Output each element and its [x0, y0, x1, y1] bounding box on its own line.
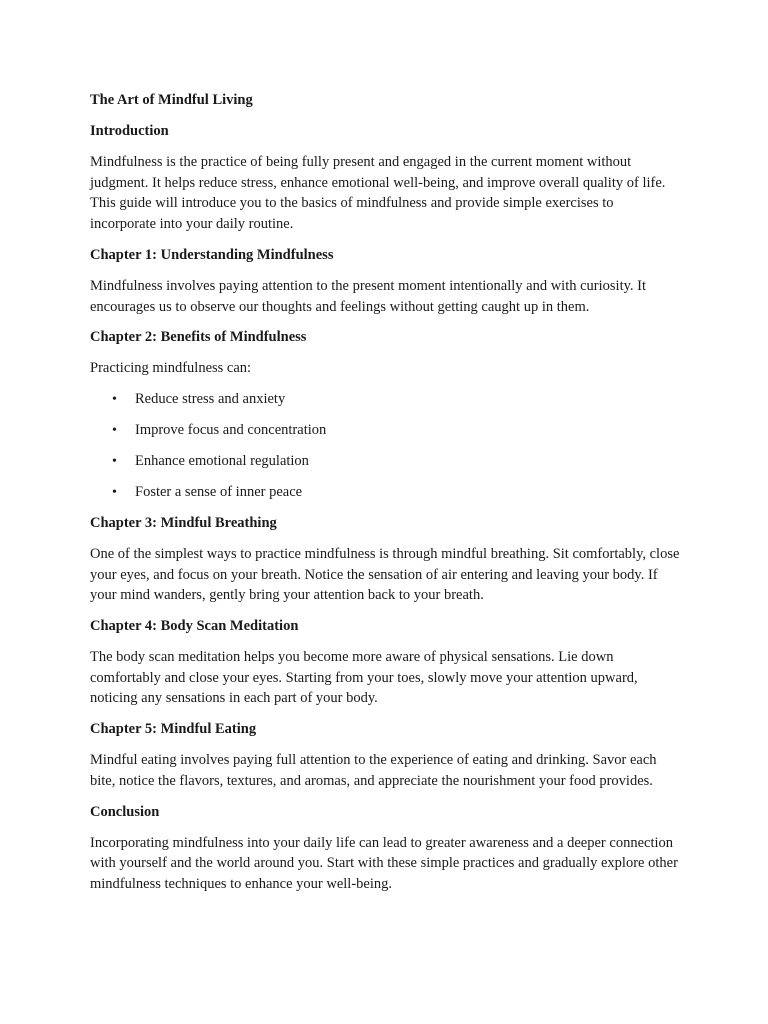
- list-item-text: Enhance emotional regulation: [135, 452, 309, 469]
- bullet-icon: •: [112, 484, 117, 500]
- section-heading-introduction: Introduction: [90, 123, 169, 139]
- section-heading-chapter-3: Chapter 3: Mindful Breathing: [90, 514, 277, 531]
- section-paragraph-chapter-2: Practicing mindfulness can:: [90, 360, 252, 377]
- section-heading-chapter-5: Chapter 5: Mindful Eating: [90, 721, 257, 738]
- list-item: [90, 482, 680, 503]
- section-heading-chapter-1: Chapter 1: Understanding Mindfulness: [90, 246, 334, 263]
- section-paragraph-chapter-1: Mindfulness involves paying attention to the present moment intentionally and with curiosity. It encourages us to observe our thoughts and feelings without getting caught up in them.: [90, 277, 647, 315]
- section-heading-chapter-4: Chapter 4: Body Scan Meditation: [90, 618, 299, 635]
- list-item: [90, 451, 680, 472]
- bullet-icon: •: [112, 453, 117, 469]
- section-paragraph-chapter-4: The body scan meditation helps you become more aware of physical sensations. Lie down comfortably and close your eyes. Starting from your toes, slowly move your attention upward, noticing any sensations in each part of your body.: [90, 649, 638, 707]
- section-paragraph-chapter-3: One of the simplest ways to practice mindfulness is through mindful breathing. Sit comfortably, close your eyes, and focus on your breath. Notice the sensation of air entering and leaving your body. If your mind wanders, gently bring your attention back to your breath.: [90, 545, 680, 604]
- list-item-text: Foster a sense of inner peace: [135, 483, 303, 500]
- list-item: [90, 389, 680, 410]
- section-paragraph-chapter-5: Mindful eating involves paying full attention to the experience of eating and drinking. Savor each bite, notice the flavors, textures, and aromas, and appreciate the nourishment your food provides.: [90, 752, 657, 789]
- bullet-icon: •: [112, 422, 117, 438]
- bullet-icon: •: [112, 391, 117, 407]
- list-item-text: Reduce stress and anxiety: [135, 390, 286, 407]
- document-title: The Art of Mindful Living: [90, 92, 253, 108]
- section-paragraph-introduction: Mindfulness is the practice of being fully present and engaged in the current moment without judgment. It helps reduce stress, enhance emotional well-being, and improve overall quality of life. This guide will introduce you to the basics of mindfulness and provide simple exercises to incorporate into your daily routine.: [90, 154, 666, 233]
- document-page: [90, 90, 680, 905]
- section-heading-chapter-2: Chapter 2: Benefits of Mindfulness: [90, 329, 307, 346]
- list-item: [90, 420, 680, 441]
- list-item-text: Improve focus and concentration: [135, 421, 327, 438]
- section-heading-conclusion: Conclusion: [90, 803, 160, 820]
- benefits-list: [90, 389, 680, 503]
- section-paragraph-conclusion: Incorporating mindfulness into your daily life can lead to greater awareness and a deeper connection with yourself and the world around you. Start with these simple practices and gradually explore other mindfulness techniques to enhance your well-being.: [90, 834, 678, 892]
